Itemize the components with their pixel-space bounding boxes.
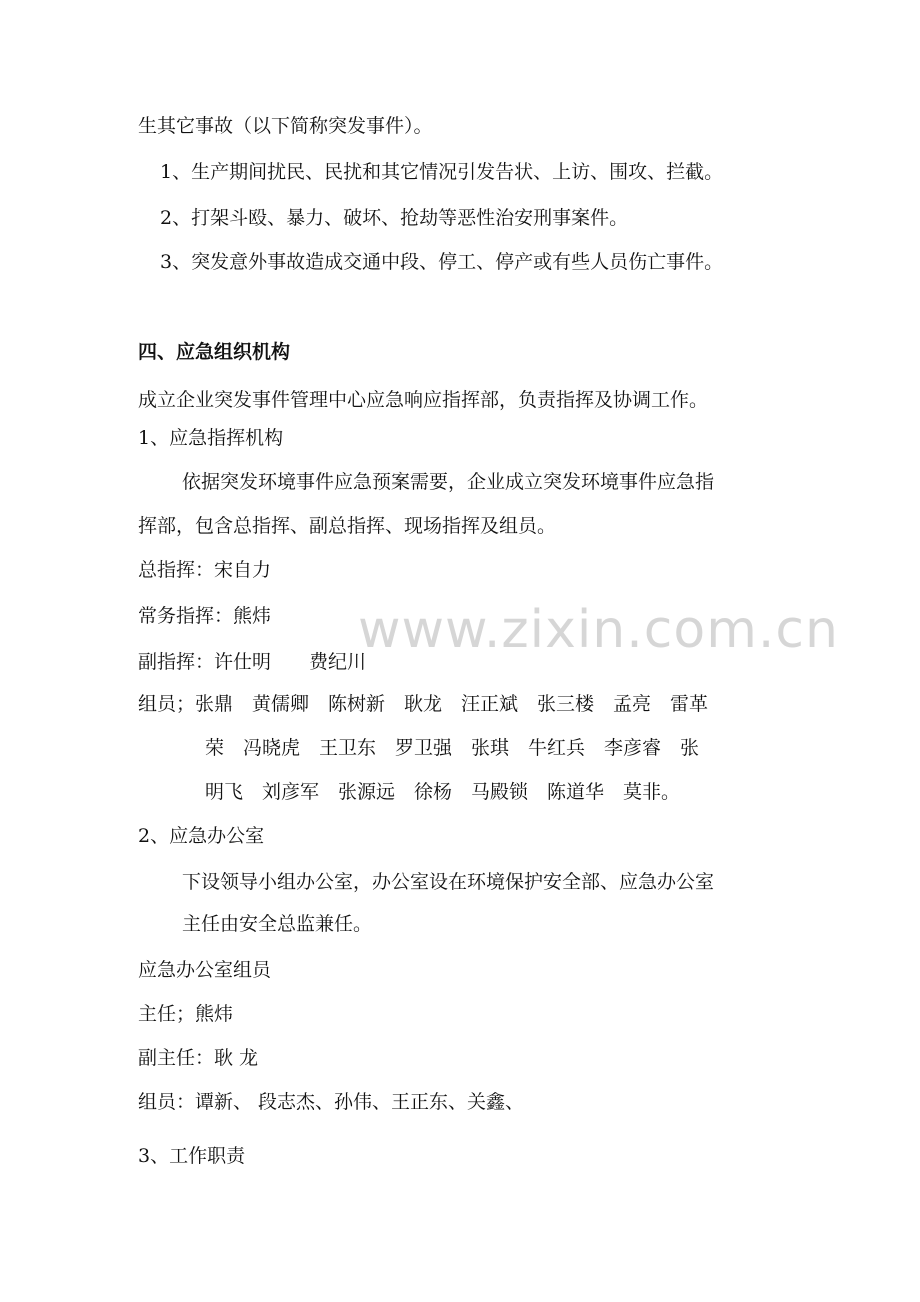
paragraph-line: 挥部，包含总指挥、副总指挥、现场指挥及组员。 [138, 515, 557, 537]
text-line: 常务指挥：熊炜 [138, 605, 272, 627]
text-line: 副主任：耿 龙 [138, 1047, 259, 1069]
text-line: 应急办公室组员 [138, 959, 272, 981]
text-line: 组员：谭新、 段志杰、孙伟、王正东、关鑫、 [138, 1091, 525, 1113]
list-item: 2、打架斗殴、暴力、破坏、抢劫等恶性治安刑事案件。 [160, 207, 629, 229]
text-line: 副指挥：许仕明 费纪川 [138, 651, 367, 673]
members-line: 明飞 刘彦军 张源远 徐杨 马殿锁 陈道华 莫非。 [205, 781, 681, 803]
text-line: 主任；熊炜 [138, 1003, 234, 1025]
subsection-heading: 2、应急办公室 [138, 825, 265, 847]
members-line: 组员；张鼎 黄儒卿 陈树新 耿龙 汪正斌 张三楼 孟亮 雷革 [138, 693, 709, 715]
paragraph-line: 主任由安全总监兼任。 [182, 913, 373, 935]
text-line: 成立企业突发事件管理中心应急响应指挥部，负责指挥及协调工作。 [138, 389, 709, 411]
members-line: 荣 冯晓虎 王卫东 罗卫强 张琪 牛红兵 李彦睿 张 [205, 737, 700, 759]
subsection-heading: 3、工作职责 [138, 1145, 246, 1167]
list-item: 3、突发意外事故造成交通中段、停工、停产或有些人员伤亡事件。 [160, 251, 724, 273]
text-line: 总指挥：宋自力 [138, 559, 272, 581]
text-line: 生其它事故（以下简称突发事件）。 [138, 115, 433, 137]
subsection-heading: 1、应急指挥机构 [138, 427, 284, 449]
watermark: www.zixin.com.cn [358, 600, 839, 660]
paragraph-line: 下设领导小组办公室，办公室设在环境保护安全部、应急办公室 [182, 871, 715, 893]
list-item: 1、生产期间扰民、民扰和其它情况引发告状、上访、围攻、拦截。 [160, 161, 724, 183]
section-heading: 四、应急组织机构 [138, 341, 291, 363]
paragraph-line: 依据突发环境事件应急预案需要，企业成立突发环境事件应急指 [182, 471, 715, 493]
